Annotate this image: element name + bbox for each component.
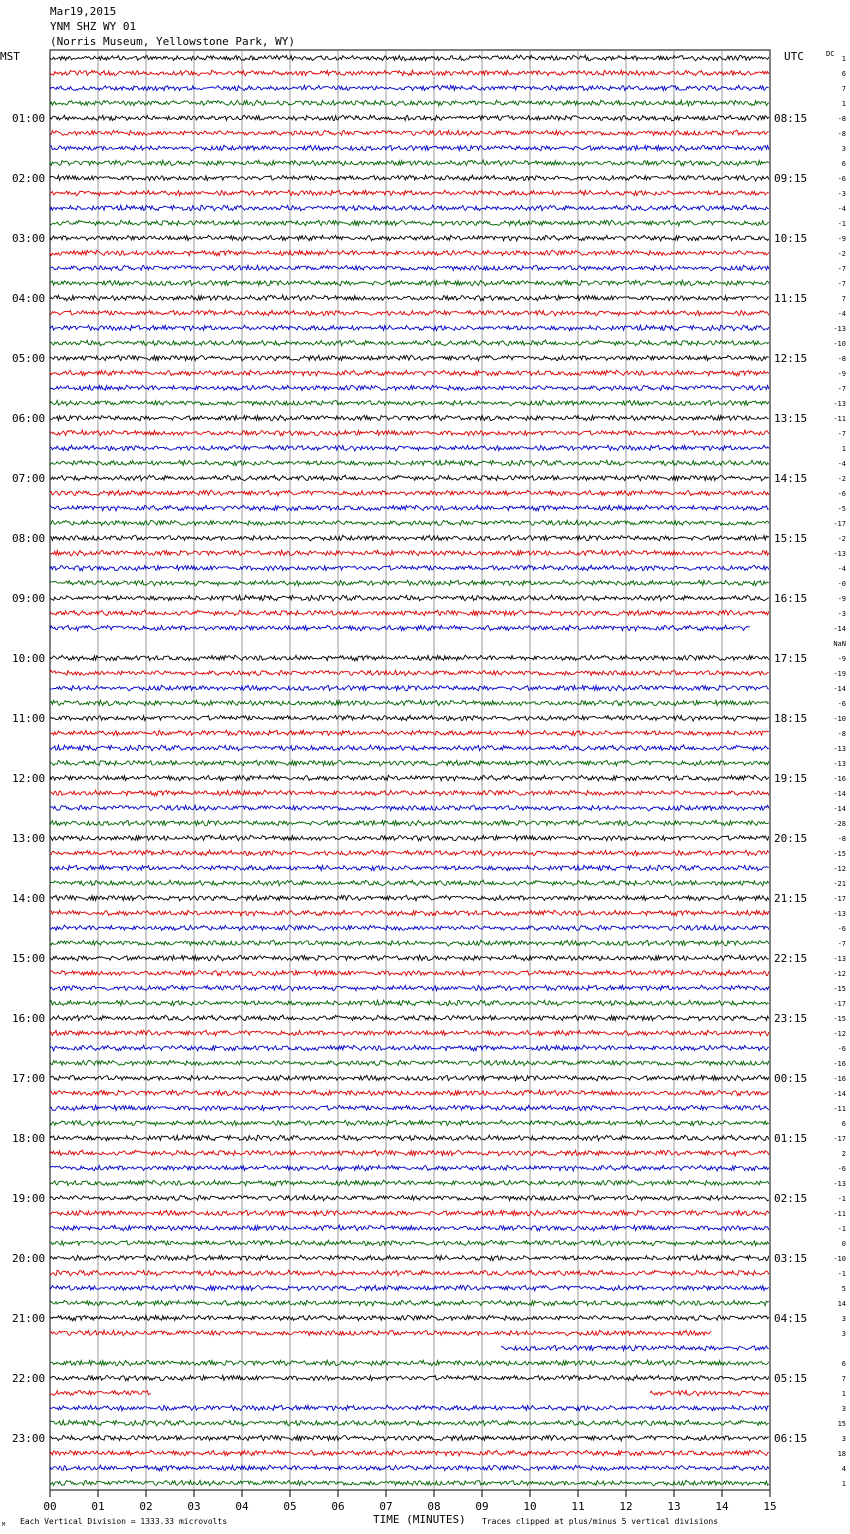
seismic-trace xyxy=(50,55,769,61)
seismic-trace xyxy=(50,265,769,271)
seismic-trace xyxy=(50,145,769,151)
dc-offset-label: 3 xyxy=(841,145,846,153)
dc-offset-label: -12 xyxy=(833,1030,846,1038)
dc-offset-label: -7 xyxy=(837,385,846,393)
right-hour-label: 00:15 xyxy=(774,1072,808,1085)
left-hour-label: 23:00 xyxy=(12,1432,46,1445)
seismic-trace xyxy=(50,1015,769,1021)
dc-offset-label: -11 xyxy=(833,1210,846,1218)
seismic-trace xyxy=(50,850,769,856)
seismic-trace xyxy=(50,1330,711,1336)
dc-offset-label: -6 xyxy=(837,925,846,933)
left-hour-label: 11:00 xyxy=(12,712,46,725)
dc-offset-label: 18 xyxy=(837,1450,846,1458)
seismic-trace xyxy=(50,1465,769,1471)
dc-offset-label: -9 xyxy=(837,595,846,603)
seismic-trace xyxy=(50,925,769,931)
x-axis-title: TIME (MINUTES) xyxy=(373,1513,466,1526)
seismic-trace xyxy=(50,355,769,361)
left-hour-label: 02:00 xyxy=(12,172,46,185)
right-hour-label: 02:15 xyxy=(774,1192,808,1205)
dc-offset-label: 7 xyxy=(841,1375,846,1383)
right-timezone-label: UTC xyxy=(784,50,804,63)
trace-group xyxy=(50,55,769,1486)
dc-offset-label: -8 xyxy=(837,115,846,123)
right-hour-label: 19:15 xyxy=(774,772,808,785)
x-tick-label: 11 xyxy=(571,1500,585,1513)
seismic-trace xyxy=(50,205,769,211)
seismic-trace xyxy=(50,700,769,706)
header-station: YNM SHZ WY 01 xyxy=(50,20,137,33)
seismic-trace xyxy=(50,100,769,106)
x-tick-label: 04 xyxy=(235,1500,249,1513)
seismic-trace xyxy=(50,1405,769,1411)
right-hour-labels xyxy=(774,112,807,1445)
dc-offset-label: -4 xyxy=(837,205,846,213)
left-timezone-label: MST xyxy=(0,50,20,63)
dc-offset-label: -14 xyxy=(833,1090,846,1098)
dc-offset-label: 7 xyxy=(841,85,846,93)
dc-offset-label: -4 xyxy=(837,565,846,573)
seismic-trace xyxy=(50,880,769,886)
dc-offset-label: -2 xyxy=(837,535,846,543)
seismic-trace xyxy=(50,295,769,301)
seismic-trace xyxy=(50,760,769,766)
dc-offset-label: -7 xyxy=(837,430,846,438)
seismic-trace xyxy=(50,1255,769,1261)
dc-offset-label: NaN xyxy=(833,640,846,648)
dc-offset-label: -6 xyxy=(837,700,846,708)
seismic-trace xyxy=(50,1420,769,1426)
seismic-trace xyxy=(50,115,769,121)
dc-offset-label: 7 xyxy=(841,295,846,303)
seismic-trace xyxy=(50,280,769,286)
dc-offset-label: -6 xyxy=(837,1045,846,1053)
clip-note: Traces clipped at plus/minus 5 vertical divisions xyxy=(482,1517,719,1526)
dc-offset-label: -13 xyxy=(833,1180,846,1188)
seismic-trace xyxy=(50,505,769,511)
right-hour-label: 18:15 xyxy=(774,712,808,725)
seismic-trace xyxy=(50,895,769,901)
x-tick-label: 13 xyxy=(667,1500,681,1513)
scale-note: Each Vertical Division = 1333.33 microvolts xyxy=(20,1517,228,1526)
seismic-trace xyxy=(50,1480,769,1486)
seismic-trace xyxy=(50,130,769,136)
left-hour-label: 13:00 xyxy=(12,832,46,845)
dc-offset-label: -8 xyxy=(837,835,846,843)
dc-offset-label: -14 xyxy=(833,805,846,813)
dc-offset-label: -21 xyxy=(833,880,846,888)
dc-offset-label: -13 xyxy=(833,400,846,408)
left-hour-label: 03:00 xyxy=(12,232,46,245)
seismic-trace xyxy=(50,1045,769,1051)
left-hour-label: 04:00 xyxy=(12,292,46,305)
seismic-trace xyxy=(50,1120,769,1126)
dc-offset-label: -8 xyxy=(837,130,846,138)
seismic-trace xyxy=(50,445,769,451)
seismic-trace xyxy=(50,1135,769,1141)
right-hour-label: 08:15 xyxy=(774,112,808,125)
dc-offset-label: -17 xyxy=(833,1135,846,1143)
dc-offset-label: -14 xyxy=(833,790,846,798)
dc-offset-label: -11 xyxy=(833,415,846,423)
dc-offset-label: -4 xyxy=(837,460,846,468)
seismic-trace xyxy=(50,550,769,556)
dc-offset-label: -13 xyxy=(833,745,846,753)
seismic-trace xyxy=(50,190,769,196)
dc-offset-label: -14 xyxy=(833,625,846,633)
seismic-trace xyxy=(50,415,769,421)
dc-offset-label: -6 xyxy=(837,1165,846,1173)
seismic-trace xyxy=(50,325,769,331)
seismic-trace xyxy=(50,1090,769,1096)
seismic-trace xyxy=(50,1165,769,1171)
dc-offset-label: -12 xyxy=(833,970,846,978)
seismic-trace xyxy=(50,985,769,991)
x-axis-ticks xyxy=(43,1490,776,1513)
dc-offset-label: -10 xyxy=(833,715,846,723)
seismic-trace xyxy=(50,490,769,496)
seismic-trace xyxy=(50,85,769,90)
dc-offset-label: -16 xyxy=(833,1060,846,1068)
seismic-trace xyxy=(50,1180,769,1186)
seismic-trace xyxy=(50,175,769,181)
dc-offset-label: -17 xyxy=(833,1000,846,1008)
left-hour-label: 22:00 xyxy=(12,1372,46,1385)
dc-offset-label: -1 xyxy=(837,1270,846,1278)
dc-offset-label: 15 xyxy=(837,1420,846,1428)
seismic-trace xyxy=(50,580,769,586)
x-tick-label: 01 xyxy=(91,1500,105,1513)
seismic-trace xyxy=(50,565,769,570)
seismic-trace xyxy=(650,1391,769,1396)
dc-offset-label: 3 xyxy=(841,1330,846,1338)
dc-offset-label: -7 xyxy=(837,265,846,273)
header-date: Mar19,2015 xyxy=(50,5,117,18)
right-hour-label: 04:15 xyxy=(774,1312,808,1325)
seismic-trace xyxy=(50,400,769,406)
right-hour-label: 21:15 xyxy=(774,892,808,905)
dc-offset-label: -11 xyxy=(833,1105,846,1113)
dc-offset-labels xyxy=(833,55,846,1488)
x-tick-label: 00 xyxy=(43,1500,57,1513)
dc-offset-label: 1 xyxy=(841,55,846,63)
right-hour-label: 22:15 xyxy=(774,952,808,965)
seismic-trace xyxy=(50,385,769,390)
dc-offset-label: 0 xyxy=(841,1240,846,1248)
dc-offset-label: 1 xyxy=(841,100,846,108)
x-tick-label: 02 xyxy=(139,1500,153,1513)
dc-offset-label: -16 xyxy=(833,775,846,783)
seismic-trace xyxy=(50,1435,769,1441)
seismic-trace xyxy=(50,625,750,631)
dc-offset-label: -19 xyxy=(833,670,846,678)
left-hour-label: 09:00 xyxy=(12,592,46,605)
dc-offset-label: -13 xyxy=(833,550,846,558)
left-hour-label: 16:00 xyxy=(12,1012,46,1025)
dc-offset-label: -15 xyxy=(833,1015,846,1023)
dc-offset-label: -7 xyxy=(837,280,846,288)
seismic-trace xyxy=(50,430,769,436)
dc-offset-label: -15 xyxy=(833,985,846,993)
dc-offset-label: -17 xyxy=(833,895,846,903)
dc-offset-label: -9 xyxy=(837,655,846,663)
dc-offset-label: 1 xyxy=(841,1480,846,1488)
seismic-trace xyxy=(50,940,769,946)
x-tick-label: 03 xyxy=(187,1500,201,1513)
seismic-trace xyxy=(50,475,769,481)
dc-offset-label: -6 xyxy=(837,175,846,183)
seismic-trace xyxy=(50,685,769,691)
dc-offset-label: -13 xyxy=(833,325,846,333)
seismic-trace xyxy=(50,1060,769,1065)
left-hour-label: 17:00 xyxy=(12,1072,46,1085)
right-hour-label: 10:15 xyxy=(774,232,808,245)
dc-offset-label: -13 xyxy=(833,955,846,963)
dc-offset-label: -12 xyxy=(833,865,846,873)
seismic-trace xyxy=(50,160,769,166)
dc-offset-label: -14 xyxy=(833,685,846,693)
seismic-trace xyxy=(50,1315,769,1321)
left-hour-label: 05:00 xyxy=(12,352,46,365)
seismic-trace xyxy=(50,610,769,616)
left-hour-label: 07:00 xyxy=(12,472,46,485)
dc-label: DC xyxy=(826,50,835,58)
x-tick-label: 15 xyxy=(763,1500,777,1513)
seismic-trace xyxy=(50,1390,151,1395)
right-hour-label: 06:15 xyxy=(774,1432,808,1445)
dc-offset-label: -7 xyxy=(837,940,846,948)
seismic-trace xyxy=(50,805,769,811)
x-tick-label: 10 xyxy=(523,1500,537,1513)
dc-offset-label: -3 xyxy=(837,610,846,618)
right-hour-label: 13:15 xyxy=(774,412,808,425)
seismic-trace xyxy=(501,1345,769,1351)
seismic-trace xyxy=(50,670,769,676)
left-hour-label: 08:00 xyxy=(12,532,46,545)
right-hour-label: 03:15 xyxy=(774,1252,808,1265)
seismic-trace xyxy=(50,715,769,721)
dc-offset-label: 3 xyxy=(841,1435,846,1443)
left-hour-label: 06:00 xyxy=(12,412,46,425)
dc-offset-label: -15 xyxy=(833,850,846,858)
dc-offset-label: -10 xyxy=(833,340,846,348)
dc-offset-label: 6 xyxy=(841,1120,846,1128)
seismic-trace xyxy=(50,595,769,601)
x-tick-label: 06 xyxy=(331,1500,345,1513)
seismic-trace xyxy=(50,370,769,376)
seismic-trace xyxy=(50,775,769,781)
right-hour-label: 09:15 xyxy=(774,172,808,185)
dc-offset-label: -13 xyxy=(833,910,846,918)
seismic-trace xyxy=(50,955,769,961)
seismic-trace xyxy=(50,1450,769,1456)
seismic-trace xyxy=(50,310,769,316)
seismic-trace xyxy=(50,910,769,916)
right-hour-label: 01:15 xyxy=(774,1132,808,1145)
seismic-trace xyxy=(50,835,769,841)
dc-offset-label: -8 xyxy=(837,730,846,738)
seismic-trace xyxy=(50,70,769,76)
x-tick-label: 07 xyxy=(379,1500,393,1513)
dc-offset-label: 6 xyxy=(841,70,846,78)
dc-offset-label: -9 xyxy=(837,235,846,243)
seismic-trace xyxy=(50,790,769,796)
seismic-trace xyxy=(50,1225,769,1231)
dc-offset-label: 5 xyxy=(841,1285,846,1293)
seismic-trace xyxy=(50,1000,769,1006)
dc-offset-label: -13 xyxy=(833,760,846,768)
right-hour-label: 14:15 xyxy=(774,472,808,485)
dc-offset-label: -5 xyxy=(837,505,846,513)
seismic-trace xyxy=(50,1195,769,1201)
dc-offset-label: -8 xyxy=(837,355,846,363)
dc-offset-label: 4 xyxy=(841,1465,846,1473)
seismic-trace xyxy=(50,1030,769,1036)
dc-offset-label: -1 xyxy=(837,220,846,228)
seismic-trace xyxy=(50,460,769,466)
seismic-trace xyxy=(50,1105,769,1110)
seismic-trace xyxy=(50,235,769,241)
seismic-trace xyxy=(50,1375,769,1380)
dc-offset-label: 1 xyxy=(841,445,846,453)
dc-offset-label: 3 xyxy=(841,1405,846,1413)
dc-offset-label: -17 xyxy=(833,520,846,528)
seismic-trace xyxy=(50,250,769,256)
dc-offset-label: -16 xyxy=(833,1075,846,1083)
dc-offset-label: 6 xyxy=(841,160,846,168)
left-hour-label: 18:00 xyxy=(12,1132,46,1145)
seismic-trace xyxy=(50,520,769,525)
dc-offset-label: -3 xyxy=(837,190,846,198)
left-hour-labels xyxy=(12,112,45,1445)
left-hour-label: 21:00 xyxy=(12,1312,46,1325)
right-hour-label: 23:15 xyxy=(774,1012,808,1025)
seismic-trace xyxy=(50,1150,769,1156)
right-hour-label: 16:15 xyxy=(774,592,808,605)
seismic-trace xyxy=(50,1360,769,1366)
seismic-trace xyxy=(50,1240,769,1246)
x-tick-label: 14 xyxy=(715,1500,729,1513)
right-hour-label: 20:15 xyxy=(774,832,808,845)
dc-offset-label: -10 xyxy=(833,1255,846,1263)
dc-offset-label: 14 xyxy=(837,1300,846,1308)
seismic-trace xyxy=(50,1075,769,1081)
dc-offset-label: 2 xyxy=(841,1150,846,1158)
seismic-trace xyxy=(50,1210,769,1216)
seismic-trace xyxy=(50,220,769,226)
x-tick-label: 08 xyxy=(427,1500,441,1513)
seismic-trace xyxy=(50,535,769,541)
right-hour-label: 05:15 xyxy=(774,1372,808,1385)
left-hour-label: 20:00 xyxy=(12,1252,46,1265)
dc-offset-label: 6 xyxy=(841,1360,846,1368)
x-tick-label: 09 xyxy=(475,1500,489,1513)
seismic-trace xyxy=(50,970,769,975)
seismic-trace xyxy=(50,820,769,826)
left-hour-label: 19:00 xyxy=(12,1192,46,1205)
corner-mark: M xyxy=(2,1522,6,1528)
dc-offset-label: 3 xyxy=(841,1315,846,1323)
dc-offset-label: -1 xyxy=(837,1195,846,1203)
left-hour-label: 10:00 xyxy=(12,652,46,665)
x-tick-label: 05 xyxy=(283,1500,297,1513)
dc-offset-label: 1 xyxy=(841,1390,846,1398)
dc-offset-label: -4 xyxy=(837,310,846,318)
seismic-trace xyxy=(50,1285,769,1291)
seismic-trace xyxy=(50,1300,769,1306)
seismic-trace xyxy=(50,745,769,751)
right-hour-label: 11:15 xyxy=(774,292,808,305)
left-hour-label: 01:00 xyxy=(12,112,46,125)
seismic-trace xyxy=(50,1270,769,1276)
x-tick-label: 12 xyxy=(619,1500,633,1513)
left-hour-label: 14:00 xyxy=(12,892,46,905)
dc-offset-label: -1 xyxy=(837,1225,846,1233)
left-hour-label: 12:00 xyxy=(12,772,46,785)
left-hour-label: 15:00 xyxy=(12,952,46,965)
header-location: (Norris Museum, Yellowstone Park, WY) xyxy=(50,35,296,48)
dc-offset-label: -6 xyxy=(837,490,846,498)
dc-offset-label: -2 xyxy=(837,475,846,483)
seismic-trace xyxy=(50,865,769,871)
seismic-trace xyxy=(50,730,769,736)
right-hour-label: 17:15 xyxy=(774,652,808,665)
dc-offset-label: -2 xyxy=(837,250,846,258)
right-hour-label: 12:15 xyxy=(774,352,808,365)
dc-offset-label: -0 xyxy=(837,580,846,588)
right-hour-label: 15:15 xyxy=(774,532,808,545)
dc-offset-label: -28 xyxy=(833,820,846,828)
seismic-trace xyxy=(50,655,769,661)
seismic-trace xyxy=(50,340,769,346)
dc-offset-label: -9 xyxy=(837,370,846,378)
